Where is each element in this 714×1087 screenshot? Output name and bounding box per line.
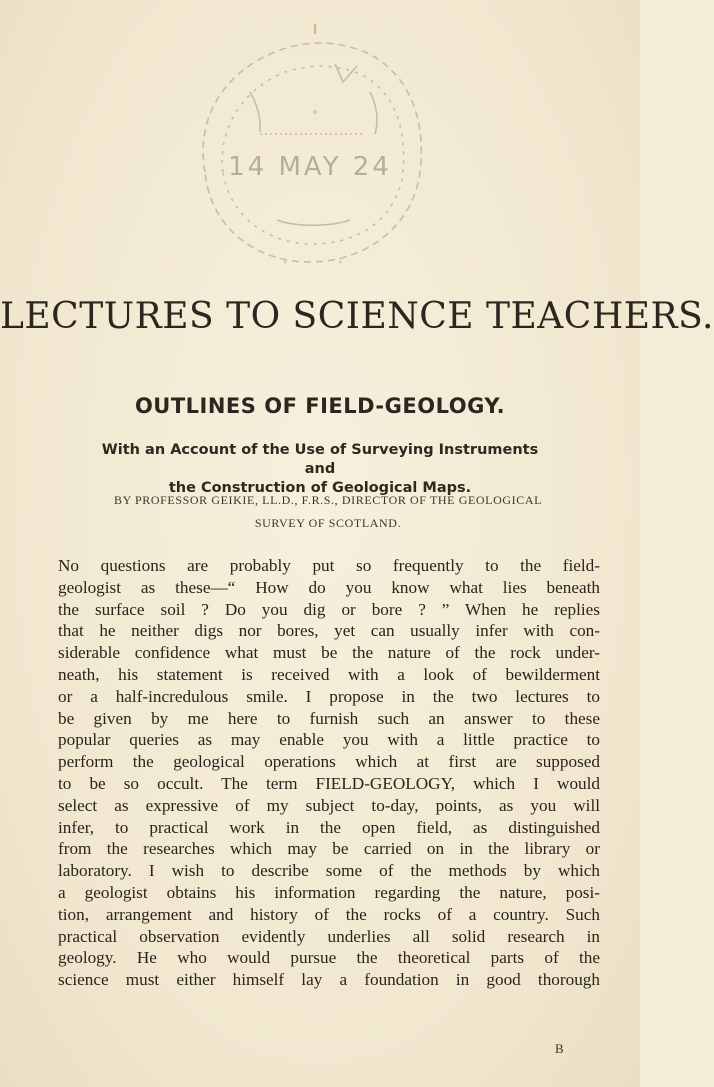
body-line: from the researches which may be carried on in the library or — [58, 839, 600, 859]
body-line: that he neither digs nor bores, yet can usually infer with con- — [58, 621, 600, 641]
body-line: be given by me here to furnish such an answer to these — [58, 708, 600, 728]
library-stamp — [165, 22, 455, 292]
byline-line-2: SURVEY OF SCOTLAND. — [254, 516, 402, 530]
body-line: practical observation evidently underlies all solid research in — [58, 926, 600, 946]
byline-line-1: BY PROFESSOR GEIKIE, LL.D., F.R.S., DIRECTOR OF THE GEOLOGICAL — [113, 493, 543, 507]
body-line: geologist as these—“ How do you know what lies beneath — [58, 577, 600, 597]
body-line: science must either himself lay a foundation in good thorough — [58, 970, 600, 990]
body-line: to be so occult. The term FIELD-GEOLOGY, which I would — [58, 773, 600, 793]
body-line: tion, arrangement and history of the rocks of a country. Such — [58, 904, 600, 924]
body-line: a geologist obtains his information regarding the nature, posi- — [58, 882, 600, 902]
signature-mark: B — [555, 1041, 564, 1056]
account-line-1: With an Account of the Use of Surveying Instruments and — [101, 442, 539, 477]
body-line: popular queries as may enable you with a little practice to — [58, 730, 600, 750]
author-byline — [48, 489, 608, 535]
stamp-date: 14 MAY 24 — [228, 152, 392, 182]
body-line: select as expressive of my subject to-day, points, as you will — [58, 795, 600, 815]
body-paragraph — [58, 555, 600, 991]
body-line: geology. He who would pursue the theoretical parts of the — [58, 948, 600, 968]
section-title: OUTLINES OF FIELD-GEOLOGY. — [134, 394, 506, 418]
body-line: laboratory. I wish to describe some of the methods by which — [58, 861, 600, 881]
body-line: perform the geological operations which at first are supposed — [58, 752, 600, 772]
account-line-2: the Construction of Geological Maps. — [168, 480, 472, 496]
body-line: No questions are probably put so frequently to the field- — [58, 556, 600, 575]
body-line: siderable confidence what must be the nature of the rock under- — [58, 643, 600, 663]
body-line: neath, his statement is received with a look of bewilderment — [58, 664, 600, 684]
body-line: or a half-incredulous smile. I propose in the two lectures to — [58, 686, 600, 706]
page-title: LECTURES TO SCIENCE TEACHERS. — [0, 296, 714, 337]
body-line: infer, to practical work in the open field, as distinguished — [58, 817, 600, 837]
body-line: the surface soil ? Do you dig or bore ? ” When he replies — [58, 599, 600, 619]
